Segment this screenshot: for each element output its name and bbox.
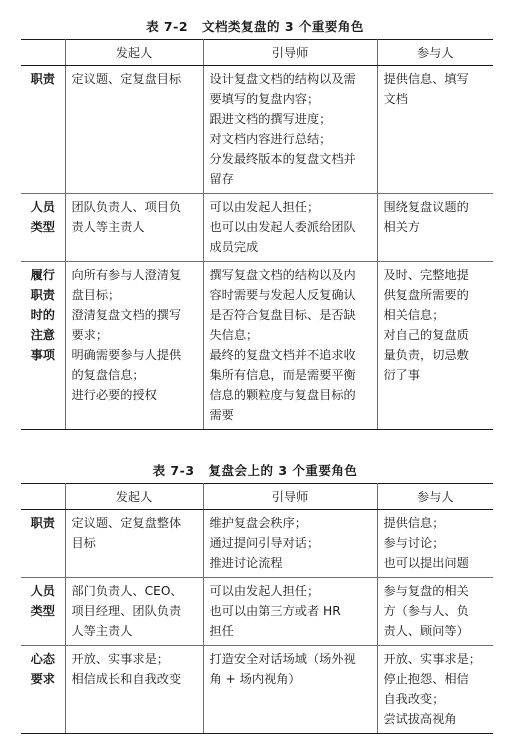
table-row	[21, 646, 493, 734]
table-cell: 定议题、定复盘目标	[65, 66, 203, 194]
table-cell: 开放、实事求是； 相信成长和自我改变	[65, 646, 203, 734]
table2-caption-title: 复盘会上的 3 个重要角色	[208, 463, 358, 478]
table2	[21, 483, 493, 734]
table2-header-facilitator: 引导师	[203, 484, 377, 510]
row-label: 心态 要求	[21, 646, 65, 734]
table1-caption-title: 文档类复盘的 3 个重要角色	[202, 19, 364, 34]
table-cell: 提供信息； 参与讨论； 也可以提出问题	[377, 510, 493, 578]
table1-header-facilitator: 引导师	[203, 40, 377, 66]
table-cell: 设计复盘文档的结构以及需 要填写的复盘内容； 跟进文档的撰写进度； 对文档内容进行总结； 分发最终版本的复盘文档并 留存	[203, 66, 377, 194]
table1-corner-cell	[21, 40, 65, 66]
table-cell: 打造安全对话场域（场外视 角 + 场内视角）	[203, 646, 377, 734]
table-cell: 可以由发起人担任； 也可以由第三方或者 HR 担任	[203, 578, 377, 646]
row-label: 人员 类型	[21, 578, 65, 646]
table1-caption	[0, 17, 510, 35]
table-row	[21, 578, 493, 646]
table1	[21, 39, 493, 430]
table-cell: 及时、完整地提 供复盘所需要的 相关信息； 对自己的复盘质 量负责，切忌敷 衍了事	[377, 262, 493, 430]
table-cell: 参与复盘的相关 方（参与人、负 责人、顾问等）	[377, 578, 493, 646]
table2-header-row	[21, 484, 493, 510]
table1-header-participant: 参与人	[377, 40, 493, 66]
row-label: 履行 职责 时的 注意 事项	[21, 262, 65, 430]
table-row	[21, 66, 493, 194]
table-cell: 向所有参与人澄清复 盘目标； 澄清复盘文档的撰写 要求； 明确需要参与人提供 的复盘信息； 进行必要的授权	[65, 262, 203, 430]
table-cell: 开放、实事求是； 停止抱怨、相信 自我改变； 尝试拔高视角	[377, 646, 493, 734]
table2-caption-number: 表 7-3	[152, 463, 195, 478]
table-cell: 围绕复盘议题的 相关方	[377, 194, 493, 262]
table-cell: 定议题、定复盘整体 目标	[65, 510, 203, 578]
row-label: 职责	[21, 66, 65, 194]
table-cell: 团队负责人、项目负 责人等主责人	[65, 194, 203, 262]
row-label: 职责	[21, 510, 65, 578]
table-cell: 提供信息、填写 文档	[377, 66, 493, 194]
table-row	[21, 262, 493, 430]
table1-caption-number: 表 7-2	[146, 19, 189, 34]
table2-header-participant: 参与人	[377, 484, 493, 510]
table-cell: 部门负责人、CEO、 项目经理、团队负责 人等主责人	[65, 578, 203, 646]
table-row	[21, 194, 493, 262]
table2-corner-cell	[21, 484, 65, 510]
table-cell: 撰写复盘文档的结构以及内 容时需要与发起人反复确认 是否符合复盘目标、是否缺 失信息； 最终的复盘文档并不追求收 集所有信息，而是需要平衡 信息的颗粒度与复盘目标的 需要	[203, 262, 377, 430]
table2-caption	[0, 461, 510, 479]
table-cell: 可以由发起人担任； 也可以由发起人委派给团队 成员完成	[203, 194, 377, 262]
table1-header-initiator: 发起人	[65, 40, 203, 66]
row-label: 人员 类型	[21, 194, 65, 262]
table-cell: 维护复盘会秩序； 通过提问引导对话； 推进讨论流程	[203, 510, 377, 578]
table2-header-initiator: 发起人	[65, 484, 203, 510]
table1-header-row	[21, 40, 493, 66]
table-row	[21, 510, 493, 578]
